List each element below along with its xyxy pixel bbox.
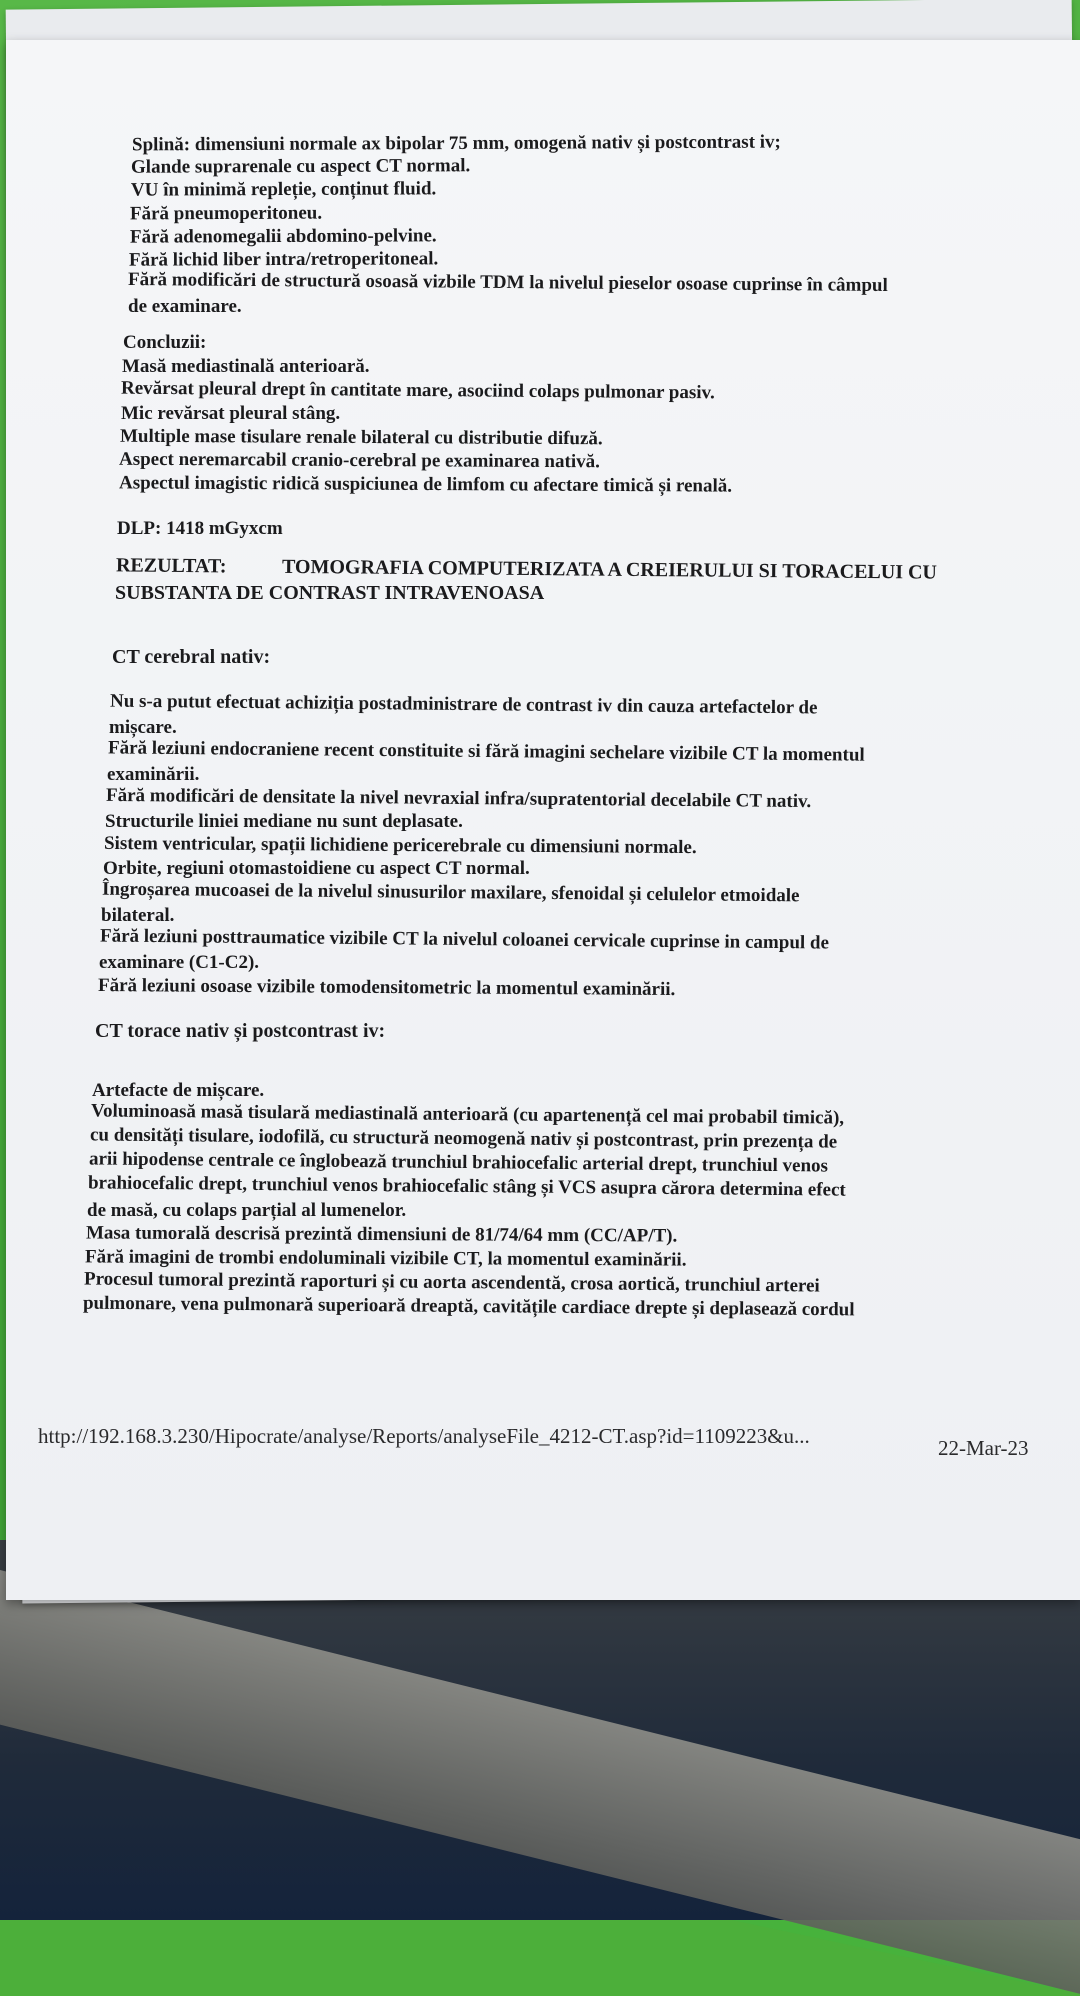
report-line: Fără lichid liber intra/retroperitoneal. <box>128 248 439 271</box>
ct-torace-heading: CT torace nativ și postcontrast iv: <box>95 1020 386 1042</box>
conclusion-item: Multiple mase tisulare renale bilateral cu distributie difuză. <box>119 425 603 450</box>
footer-date: 22-Mar-23 <box>938 1436 1029 1460</box>
conclusion-item: Masă mediastinală anterioară. <box>122 356 370 377</box>
ct-cerebral-line: mișcare. <box>109 717 177 738</box>
report-page <box>6 40 1080 1600</box>
report-line: Glande suprarenale cu aspect CT normal. <box>130 155 471 178</box>
ct-torace-line: Procesul tumoral prezintă raporturi și cu aorta ascendentă, crosa aortică, trunchiul arterei <box>83 1268 820 1297</box>
ct-torace-line: Artefacte de mișcare. <box>92 1080 265 1101</box>
conclusion-item: Revărsat pleural drept în cantitate mare, asociind colaps pulmonar pasiv. <box>120 377 715 404</box>
report-line: Splină: dimensiuni normale ax bipolar 75 mm, omogenă nativ și postcontrast iv; <box>131 131 781 156</box>
report-line: Fără modificări de structură osoasă vizbile TDM la nivelul pieselor osoase cuprinse în câmpul <box>127 269 888 296</box>
ct-cerebral-line: Structurile liniei mediane nu sunt deplasate. <box>105 811 463 832</box>
ct-torace-line: Voluminoasă masă tisulară mediastinală anterioară (cu apartenență cel mai probabil timică), <box>90 1100 845 1129</box>
ct-torace-line: cu densități tisulare, iodofilă, cu structură neomogenă nativ și postcontrast, prin prezența de <box>89 1124 838 1153</box>
rezultat-title <box>116 554 937 583</box>
ct-cerebral-line: Fără leziuni osoase vizibile tomodensitometric la momentul examinării. <box>97 974 676 1001</box>
ct-cerebral-line: examinare (C1-C2). <box>99 952 260 973</box>
ct-torace-line: Masa tumorală descrisă prezintă dimensiuni de 81/74/64 mm (CC/AP/T). <box>85 1222 678 1247</box>
ct-cerebral-line: Sistem ventricular, spații lichidiene pericerebrale cu dimensiuni normale. <box>103 832 697 859</box>
report-line: VU în minimă repleție, conținut fluid. <box>130 178 437 201</box>
ct-cerebral-line: Fără leziuni endocraniene recent constituite si fără imagini sechelare vizibile CT la momentul <box>107 737 865 766</box>
ct-torace-line: de masă, cu colaps parțial al lumenelor. <box>87 1200 407 1221</box>
ct-cerebral-line: Îngroșarea mucoasei de la nivelul sinusurilor maxilare, sfenoidal și celulelor etmoidale <box>101 878 800 907</box>
report-line: de examinare. <box>128 296 242 317</box>
conclusion-item: Aspectul imagistic ridică suspiciunea de limfom cu afectare timică și renală. <box>118 472 733 497</box>
ct-cerebral-line: Fără modificări de densitate la nivel nevraxial infra/supratentorial decelabile CT nativ. <box>105 784 812 813</box>
ct-cerebral-line: Nu s-a putut efectuat achiziția postadministrare de contrast iv din cauza artefactelor de <box>109 690 818 719</box>
ct-cerebral-line: bilateral. <box>101 905 175 926</box>
ct-torace-line: pulmonare, vena pulmonară superioară dreaptă, cavitățile cardiace drepte și deplasează cordul <box>82 1292 855 1321</box>
rezultat-title-line-1: TOMOGRAFIA COMPUTERIZATA A CREIERULUI SI TORACELUI CU <box>281 555 938 584</box>
dlp-value: DLP: 1418 mGyxcm <box>117 518 283 539</box>
report-line: Fără adenomegalii abdomino-pelvine. <box>129 225 437 248</box>
conclusions-heading: Concluzii: <box>123 332 207 353</box>
ct-cerebral-line: Orbite, regiuni otomastoidiene cu aspect CT normal. <box>103 858 530 879</box>
rezultat-title-line-2: SUBSTANTA DE CONTRAST INTRAVENOASA <box>115 582 545 604</box>
ct-cerebral-line: Fără leziuni posttraumatice vizibile CT la nivelul coloanei cervicale cuprinse in campul de <box>99 925 830 954</box>
ct-torace-line: Fără imagini de trombi endoluminali vizibile CT, la momentul examinării. <box>84 1246 687 1271</box>
ct-torace-line: arii hipodense centrale ce înglobează trunchiul brahiocefalic arterial drept, trunchiul venos <box>88 1148 829 1177</box>
conclusion-item: Aspect neremarcabil cranio-cerebral pe examinarea nativă. <box>118 448 600 473</box>
rezultat-label: REZULTAT: <box>115 554 227 578</box>
ct-cerebral-heading: CT cerebral nativ: <box>112 646 271 668</box>
report-line: Fără pneumoperitoneu. <box>129 202 323 225</box>
paper-sheet <box>6 40 1080 1600</box>
ct-cerebral-line: examinării. <box>107 764 200 785</box>
ct-torace-line: brahiocefalic drept, trunchiul venos brahiocefalic stâng și VCS asupra cărora determina efect <box>87 1172 846 1201</box>
footer-url: http://192.168.3.230/Hipocrate/analyse/Reports/analyseFile_4212-CT.asp?id=1109223&u... <box>38 1424 810 1448</box>
conclusion-item: Mic revărsat pleural stâng. <box>121 403 341 424</box>
